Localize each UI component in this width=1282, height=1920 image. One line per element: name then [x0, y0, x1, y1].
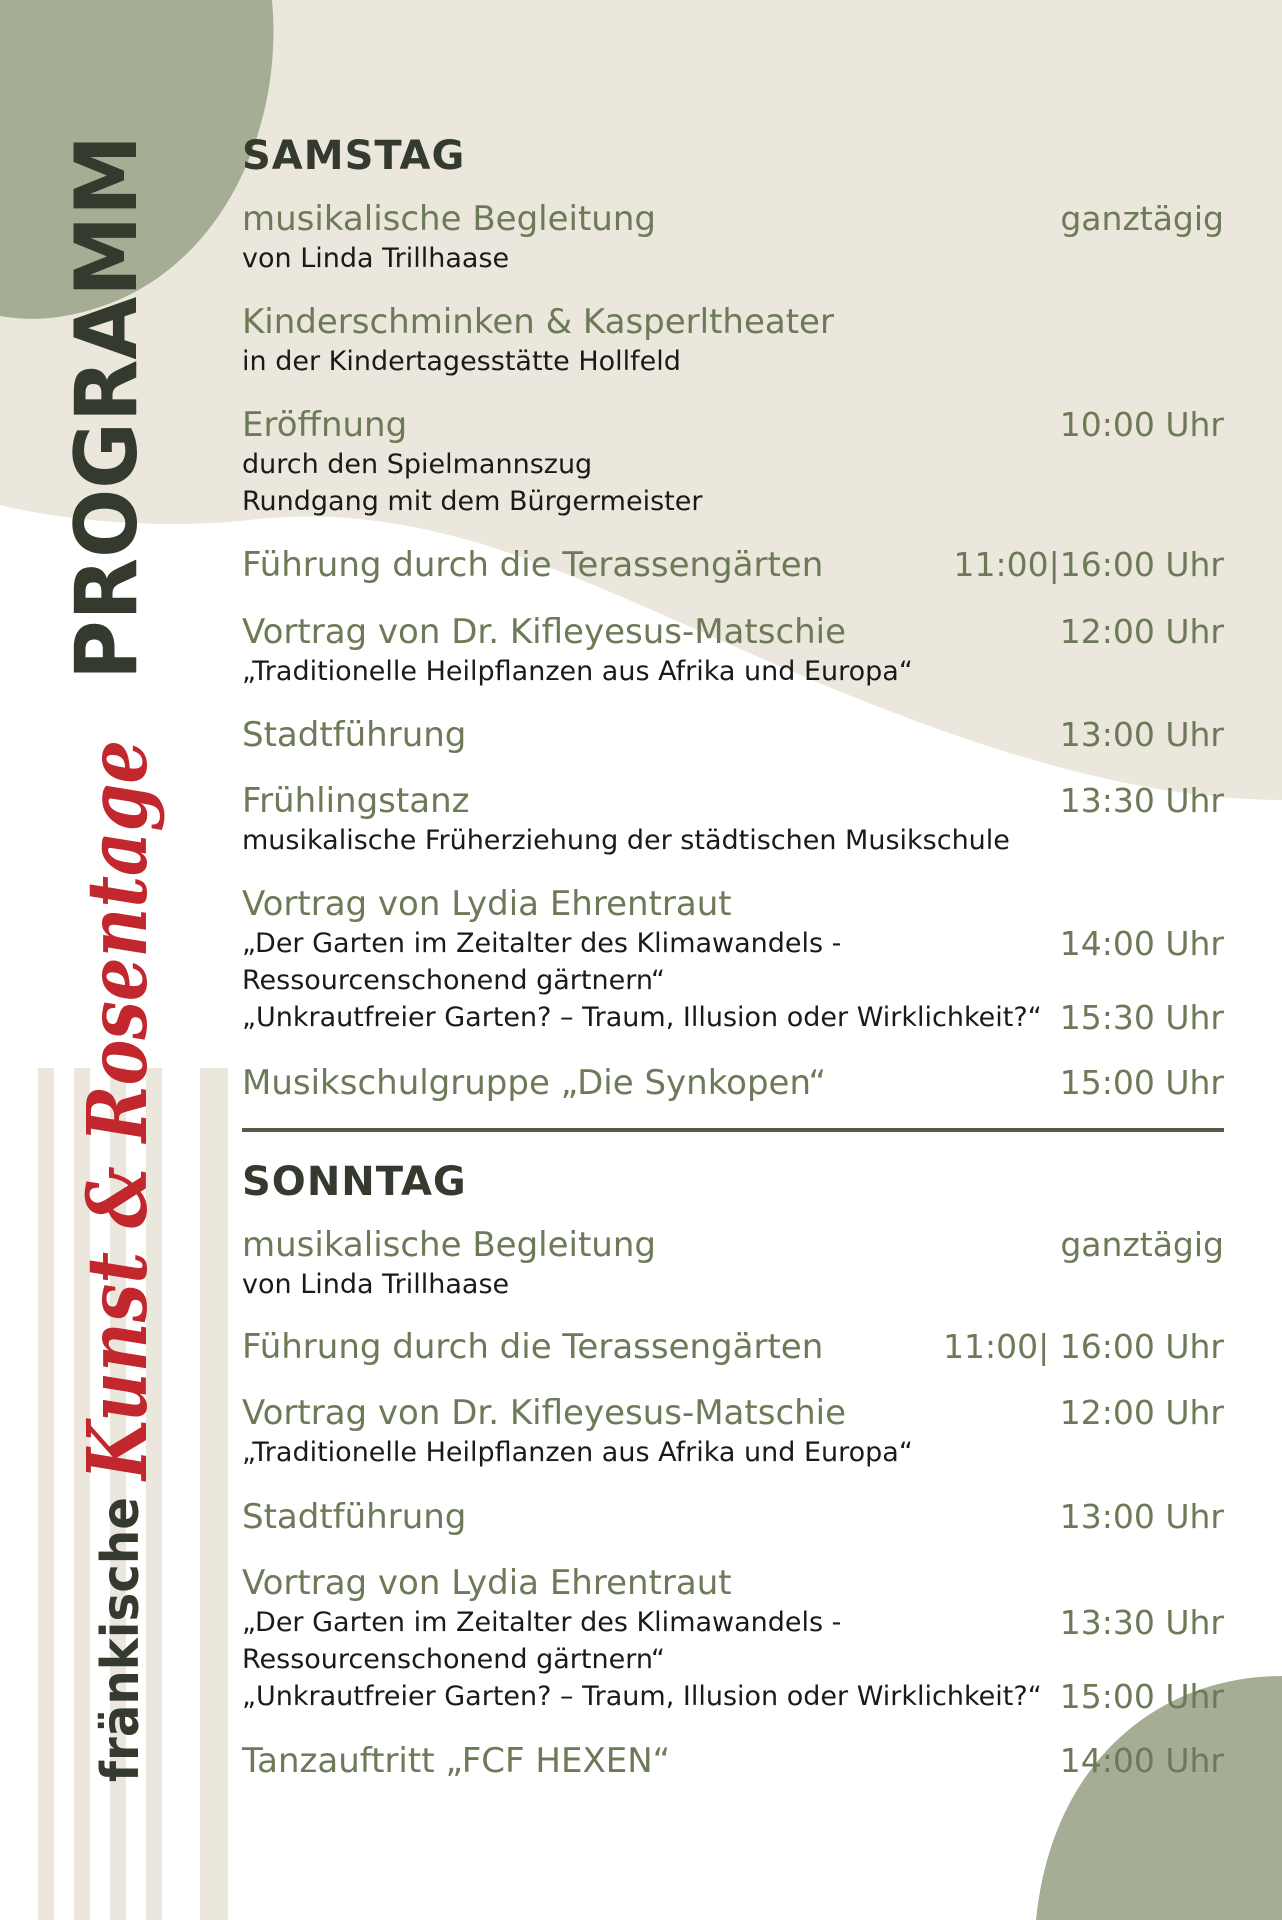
event-title: musikalische Begleitung — [242, 1225, 656, 1265]
event-detail: „Unkrautfreier Garten? – Traum, Illusion oder Wirklichkeit?“ — [242, 1681, 1042, 1712]
event-time: 14:00 Uhr — [1059, 1741, 1224, 1780]
program-item — [242, 198, 1224, 277]
program-item — [242, 1326, 1224, 1368]
event-title: Stadtführung — [242, 1497, 467, 1537]
event-time: ganztägig — [1060, 1225, 1224, 1264]
event-title: Tanzauftritt „FCF HEXEN“ — [242, 1741, 671, 1781]
event-detail: durch den Spielmannszug — [242, 449, 593, 480]
event-detail: Ressourcenschonend gärtnern“ — [242, 965, 665, 996]
event-title: musikalische Begleitung — [242, 199, 656, 239]
event-time: ganztägig — [1060, 199, 1224, 238]
event-time: 13:30 Uhr — [1059, 1603, 1224, 1642]
event-title: Kinderschminken & Kasperltheater — [242, 302, 834, 342]
event-title: Vortrag von Lydia Ehrentraut — [242, 1563, 732, 1603]
event-detail: „Traditionelle Heilpflanzen aus Afrika und Europa“ — [242, 656, 913, 687]
day-heading-saturday: SAMSTAG — [242, 133, 466, 179]
program-item — [242, 714, 1224, 756]
program-item — [242, 1062, 1224, 1104]
program-item — [242, 780, 1224, 859]
event-time: 15:00 Uhr — [1059, 1677, 1224, 1716]
event-detail: „Der Garten im Zeitalter des Klimawandels - — [242, 1607, 842, 1638]
program-item — [242, 1562, 1224, 1715]
event-title: Vortrag von Dr. Kifleyesus-Matschie — [242, 612, 847, 652]
event-title: Musikschulgruppe „Die Synkopen“ — [242, 1063, 827, 1103]
event-time: 15:30 Uhr — [1059, 998, 1224, 1037]
program-item — [242, 544, 1224, 586]
saturday-section — [242, 132, 1224, 1132]
event-time: 13:00 Uhr — [1059, 1497, 1224, 1536]
event-detail: „Traditionelle Heilpflanzen aus Afrika und Europa“ — [242, 1437, 913, 1468]
event-detail: „Der Garten im Zeitalter des Klimawandels - — [242, 928, 842, 959]
event-title: Führung durch die Terassengärten — [242, 545, 824, 585]
program-item — [242, 1496, 1224, 1538]
event-name-script: Kunst & Rosentage — [70, 594, 166, 1480]
event-detail: musikalische Früherziehung der städtischen Musikschule — [242, 825, 1010, 856]
program-item — [242, 301, 1224, 380]
event-title: Frühlingstanz — [242, 781, 470, 821]
event-name-prefix: fränkische — [91, 1475, 151, 1782]
event-time: 10:00 Uhr — [1059, 405, 1224, 444]
program-item — [242, 404, 1224, 520]
event-time: 13:00 Uhr — [1059, 715, 1224, 754]
event-detail: von Linda Trillhaase — [242, 1269, 510, 1300]
event-detail: Ressourcenschonend gärtnern“ — [242, 1644, 665, 1675]
program-item — [242, 611, 1224, 690]
program-item — [242, 1392, 1224, 1471]
event-detail: Rundgang mit dem Bürgermeister — [242, 486, 703, 517]
event-detail: in der Kindertagesstätte Hollfeld — [242, 346, 681, 377]
section-divider — [242, 1128, 1224, 1132]
event-title: Vortrag von Dr. Kifleyesus-Matschie — [242, 1393, 847, 1433]
event-time: 12:00 Uhr — [1059, 1393, 1224, 1432]
event-detail: von Linda Trillhaase — [242, 243, 510, 274]
event-time: 12:00 Uhr — [1059, 612, 1224, 651]
program-item — [242, 883, 1224, 1036]
event-time: 11:00|16:00 Uhr — [953, 545, 1224, 584]
event-time: 11:00| 16:00 Uhr — [943, 1327, 1224, 1366]
event-time: 15:00 Uhr — [1059, 1063, 1224, 1102]
program-item — [242, 1740, 1224, 1782]
event-title: Führung durch die Terassengärten — [242, 1327, 824, 1367]
event-title: Eröffnung — [242, 405, 408, 445]
program-item — [242, 1224, 1224, 1303]
day-heading-sunday: SONNTAG — [242, 1159, 467, 1205]
event-time: 13:30 Uhr — [1059, 781, 1224, 820]
event-detail: „Unkrautfreier Garten? – Traum, Illusion oder Wirklichkeit?“ — [242, 1002, 1042, 1033]
event-time: 14:00 Uhr — [1059, 924, 1224, 963]
event-title: Stadtführung — [242, 715, 467, 755]
program-title: PROGRAMM — [57, 103, 157, 680]
sunday-section — [242, 1158, 1224, 1798]
event-title: Vortrag von Lydia Ehrentraut — [242, 884, 732, 924]
vertical-title-area — [0, 0, 240, 1920]
